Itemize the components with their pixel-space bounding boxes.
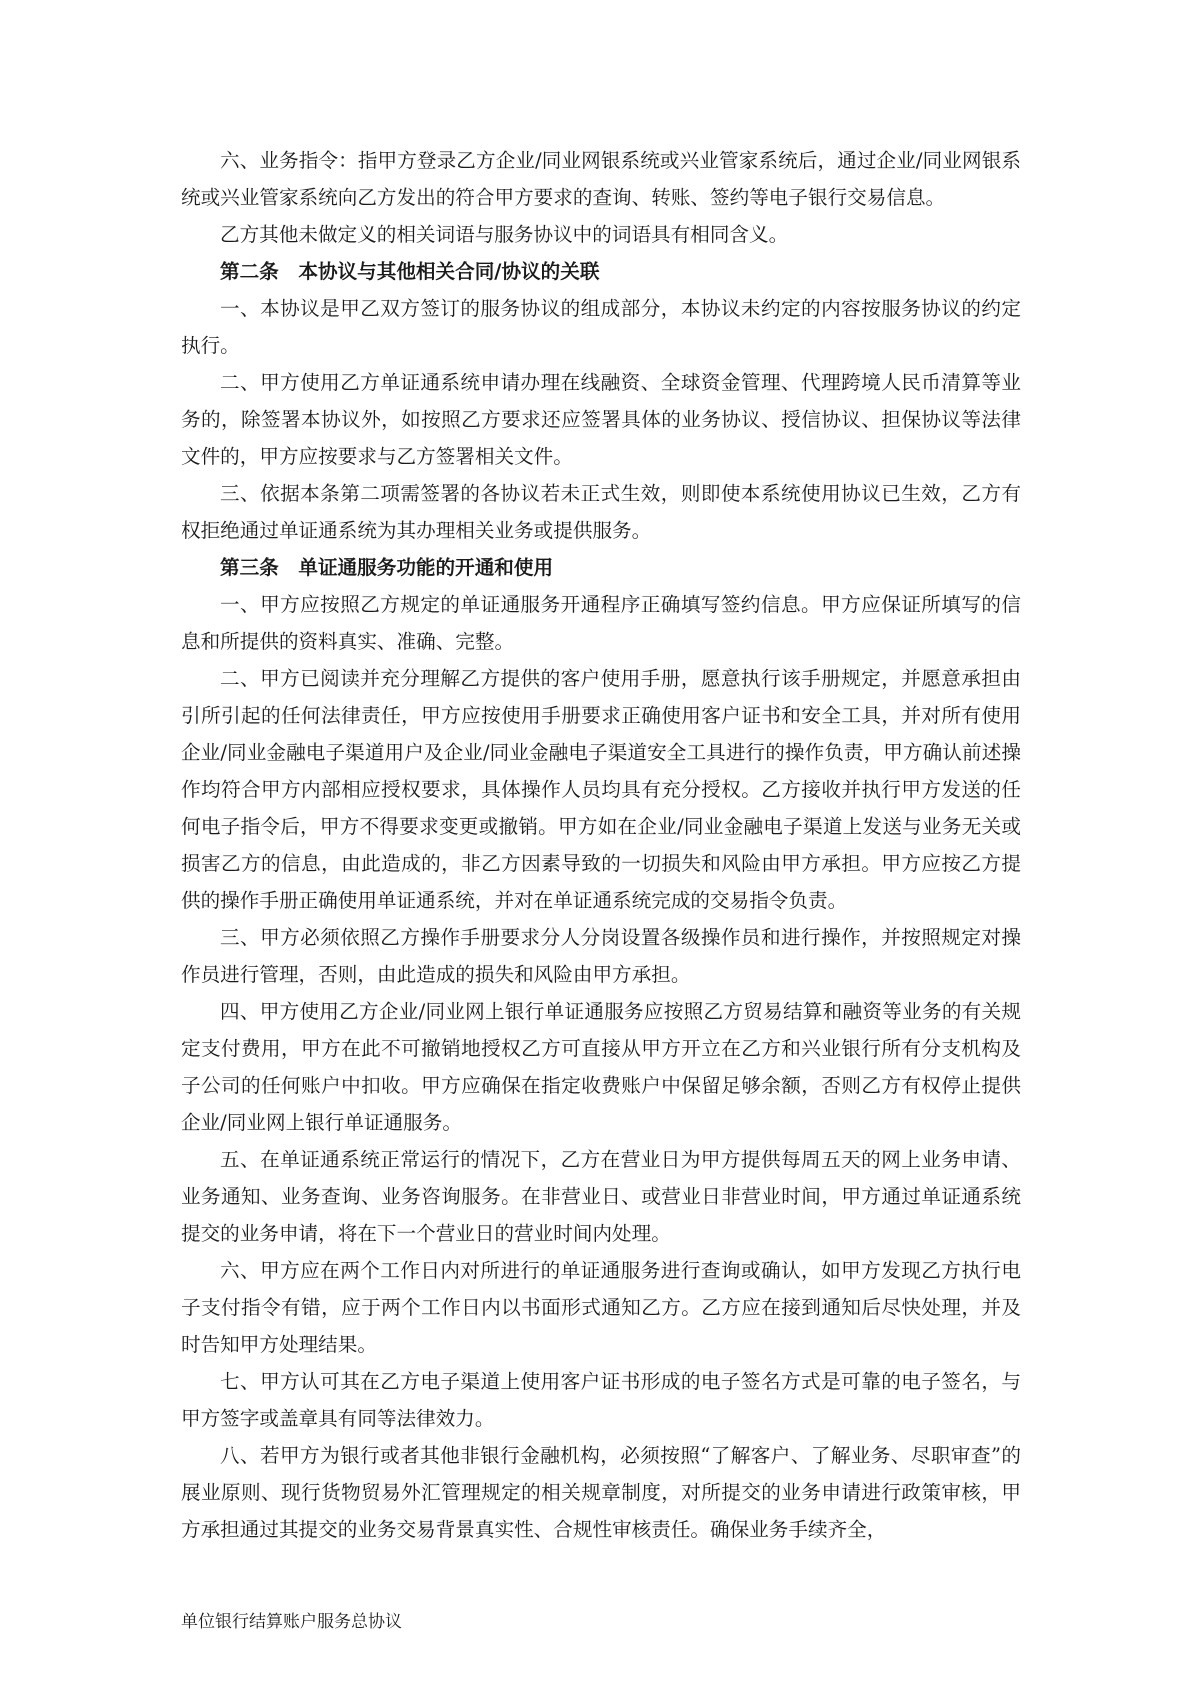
paragraph: 三、甲方必须依照乙方操作手册要求分人分岗设置各级操作员和进行操作，并按照规定对操作员进行管理，否则，由此造成的损失和风险由甲方承担。 (181, 926, 1021, 986)
paragraph: 三、依据本条第二项需签署的各协议若未正式生效，则即使本系统使用协议已生效，乙方有权拒绝通过单证通系统为其办理相关业务或提供服务。 (181, 482, 1021, 542)
paragraph: 一、甲方应按照乙方规定的单证通服务开通程序正确填写签约信息。甲方应保证所填写的信息和所提供的资料真实、准确、完整。 (181, 593, 1021, 653)
paragraph: 乙方其他未做定义的相关词语与服务协议中的词语具有相同含义。 (220, 223, 789, 246)
paragraph: 六、甲方应在两个工作日内对所进行的单证通服务进行查询或确认，如甲方发现乙方执行电子支付指令有错，应于两个工作日内以书面形式通知乙方。乙方应在接到通知后尽快处理，并及时告知甲方处理结果。 (181, 1259, 1021, 1356)
paragraph: 五、在单证通系统正常运行的情况下，乙方在营业日为甲方提供每周五天的网上业务申请、业务通知、业务查询、业务咨询服务。在非营业日、或营业日非营业时间，甲方通过单证通系统提交的业务申请，将在下一个营业日的营业时间内处理。 (181, 1148, 1021, 1245)
paragraph: 七、甲方认可其在乙方电子渠道上使用客户证书形成的电子签名方式是可靠的电子签名，与甲方签字或盖章具有同等法律效力。 (181, 1370, 1021, 1430)
paragraph: 二、甲方已阅读并充分理解乙方提供的客户使用手册，愿意执行该手册规定，并愿意承担由引所引起的任何法律责任，甲方应按使用手册要求正确使用客户证书和安全工具，并对所有使用企业/同业金融电子渠道用户及企业/同业金融电子渠道安全工具进行的操作负责，甲方确认前述操作均符合甲方内部相应授权要求，具体操作人员均具有充分授权。乙方接收并执行甲方发送的任何电子指令后，甲方不得要求变更或撤销。甲方如在企业/同业金融电子渠道上发送与业务无关或损害乙方的信息，由此造成的，非乙方因素导致的一切损失和风险由甲方承担。甲方应按乙方提供的操作手册正确使用单证通系统，并对在单证通系统完成的交易指令负责。 (181, 667, 1021, 912)
paragraph: 二、甲方使用乙方单证通系统申请办理在线融资、全球资金管理、代理跨境人民币清算等业务的，除签署本协议外，如按照乙方要求还应签署具体的业务协议、授信协议、担保协议等法律文件的，甲方应按要求与乙方签署相关文件。 (181, 371, 1021, 468)
paragraph: 一、本协议是甲乙双方签订的服务协议的组成部分，本协议未约定的内容按服务协议的约定执行。 (181, 297, 1021, 357)
page-footer: 单位银行结算账户服务总协议 (181, 1612, 402, 1632)
section-heading: 第二条 本协议与其他相关合同/协议的关联 (220, 260, 600, 283)
paragraph: 四、甲方使用乙方企业/同业网上银行单证通服务应按照乙方贸易结算和融资等业务的有关规定支付费用，甲方在此不可撤销地授权乙方可直接从甲方开立在乙方和兴业银行所有分支机构及子公司的任何账户中扣收。甲方应确保在指定收费账户中保留足够余额，否则乙方有权停止提供企业/同业网上银行单证通服务。 (181, 1000, 1021, 1134)
document-body (181, 142, 1021, 1548)
section-heading: 第三条 单证通服务功能的开通和使用 (220, 556, 554, 579)
paragraph: 六、业务指令：指甲方登录乙方企业/同业网银系统或兴业管家系统后，通过企业/同业网银系统或兴业管家系统向乙方发出的符合甲方要求的查询、转账、签约等电子银行交易信息。 (181, 149, 1021, 209)
paragraph: 八、若甲方为银行或者其他非银行金融机构，必须按照“了解客户、了解业务、尽职审查”的展业原则、现行货物贸易外汇管理规定的相关规章制度，对所提交的业务申请进行政策审核，甲方承担通过其提交的业务交易背景真实性、合规性审核责任。确保业务手续齐全， (181, 1444, 1021, 1541)
